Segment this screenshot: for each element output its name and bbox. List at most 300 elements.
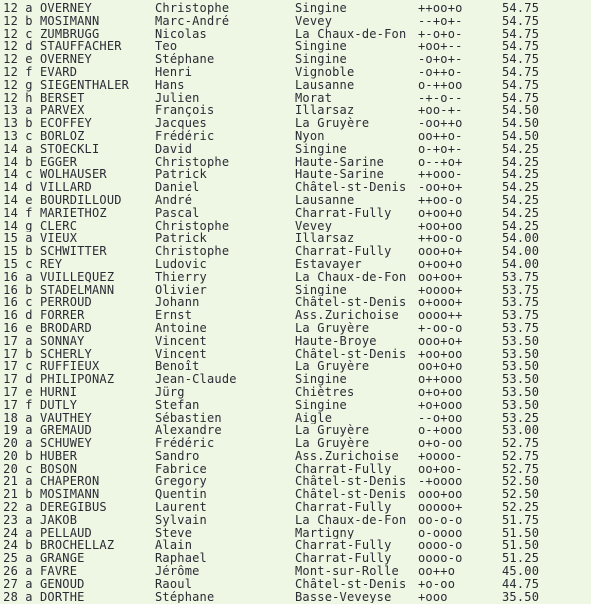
first-name: Alain bbox=[155, 539, 193, 553]
score: 53.75 bbox=[502, 270, 540, 284]
table-row bbox=[0, 168, 591, 181]
first-name: Ludovic bbox=[155, 257, 207, 271]
rank: 13 bbox=[3, 129, 18, 143]
shot-marks: +-oo-o bbox=[418, 321, 463, 335]
shot-marks: ooo+o+ bbox=[418, 334, 463, 348]
first-name: Pascal bbox=[155, 206, 200, 220]
first-name: Vincent bbox=[155, 334, 207, 348]
group-letter: a bbox=[25, 424, 33, 438]
club: Chiètres bbox=[295, 385, 355, 399]
table-row bbox=[0, 475, 591, 488]
shot-marks: +oo-+- bbox=[418, 104, 463, 118]
first-name: Sylvain bbox=[155, 513, 207, 527]
club: Morat bbox=[295, 91, 333, 105]
first-name: Christophe bbox=[155, 2, 230, 15]
score: 44.75 bbox=[502, 577, 540, 591]
last-name: RUFFIEUX bbox=[40, 360, 100, 374]
club: Charrat-Fully bbox=[295, 462, 392, 476]
rank: 23 bbox=[3, 513, 18, 527]
club: Singine bbox=[295, 398, 347, 412]
first-name: Johann bbox=[155, 296, 200, 310]
last-name: PARVEX bbox=[40, 104, 85, 118]
last-name: SCHERLY bbox=[40, 347, 92, 361]
last-name: CLERC bbox=[40, 219, 78, 233]
shot-marks: oo++o bbox=[418, 565, 456, 578]
group-letter: a bbox=[25, 565, 33, 578]
last-name: BERSET bbox=[40, 91, 85, 105]
last-name: GREMAUD bbox=[40, 424, 92, 438]
club: Châtel-st-Denis bbox=[295, 181, 407, 194]
first-name: Jacques bbox=[155, 117, 207, 130]
club: Vignoble bbox=[295, 65, 355, 79]
rank: 14 bbox=[3, 193, 18, 207]
rank: 16 bbox=[3, 283, 18, 297]
shot-marks: +o-oo bbox=[418, 577, 456, 591]
last-name: HUBER bbox=[40, 449, 78, 463]
shot-marks: --o+oo bbox=[418, 411, 463, 425]
first-name: Christophe bbox=[155, 219, 230, 233]
club: Châtel-st-Denis bbox=[295, 577, 407, 591]
table-row bbox=[0, 92, 591, 105]
rank: 20 bbox=[3, 437, 18, 450]
club: Singine bbox=[295, 53, 347, 66]
rank: 14 bbox=[3, 168, 18, 182]
last-name: BORLOZ bbox=[40, 129, 85, 143]
score: 54.50 bbox=[502, 129, 540, 143]
first-name: Quentin bbox=[155, 488, 207, 502]
club: Singine bbox=[295, 142, 347, 156]
table-row bbox=[0, 322, 591, 335]
rank: 24 bbox=[3, 539, 18, 553]
score: 54.75 bbox=[502, 2, 540, 15]
score: 52.50 bbox=[502, 475, 540, 489]
score: 54.75 bbox=[502, 27, 540, 41]
score: 54.00 bbox=[502, 232, 540, 246]
rank: 17 bbox=[3, 347, 18, 361]
last-name: SONNAY bbox=[40, 334, 85, 348]
score: 54.75 bbox=[502, 14, 540, 28]
club: Haute-Broye bbox=[295, 334, 377, 348]
score: 54.25 bbox=[502, 193, 540, 207]
club: Vevey bbox=[295, 14, 333, 28]
first-name: Sandro bbox=[155, 449, 200, 463]
score: 54.50 bbox=[502, 117, 540, 130]
last-name: MOSIMANN bbox=[40, 488, 100, 502]
last-name: PHILIPONAZ bbox=[40, 373, 115, 386]
first-name: David bbox=[155, 142, 193, 156]
rank: 26 bbox=[3, 565, 18, 578]
club: Estavayer bbox=[295, 257, 362, 271]
last-name: STOECKLI bbox=[40, 142, 100, 156]
rank: 25 bbox=[3, 552, 18, 566]
shot-marks: -o+o+- bbox=[418, 53, 463, 66]
group-letter: g bbox=[25, 78, 33, 92]
first-name: Stéphane bbox=[155, 590, 215, 604]
table-row bbox=[0, 348, 591, 361]
club: La Gruyère bbox=[295, 360, 370, 374]
rank: 17 bbox=[3, 398, 18, 412]
group-letter: f bbox=[25, 206, 33, 220]
table-row bbox=[0, 565, 591, 578]
club: Nyon bbox=[295, 129, 325, 143]
shot-marks: oooo++ bbox=[418, 309, 463, 322]
shot-marks: -oo+o+ bbox=[418, 181, 463, 194]
shot-marks: +oo+oo bbox=[418, 219, 463, 233]
group-letter: c bbox=[25, 360, 33, 374]
table-row bbox=[0, 117, 591, 130]
table-row bbox=[0, 258, 591, 271]
first-name: Christophe bbox=[155, 245, 230, 258]
shot-marks: o+oo+o bbox=[418, 206, 463, 220]
last-name: SCHWITTER bbox=[40, 245, 107, 258]
table-row bbox=[0, 156, 591, 169]
shot-marks: --+o+- bbox=[418, 14, 463, 28]
first-name: Raphael bbox=[155, 552, 207, 566]
score: 51.50 bbox=[502, 526, 540, 540]
group-letter: b bbox=[25, 449, 33, 463]
group-letter: f bbox=[25, 65, 33, 79]
table-row bbox=[0, 2, 591, 15]
first-name: Antoine bbox=[155, 321, 207, 335]
first-name: Stéphane bbox=[155, 53, 215, 66]
rank: 12 bbox=[3, 14, 18, 28]
table-row bbox=[0, 207, 591, 220]
group-letter: d bbox=[25, 40, 33, 54]
group-letter: c bbox=[25, 129, 33, 143]
score: 54.25 bbox=[502, 142, 540, 156]
club: Basse-Veveyse bbox=[295, 590, 392, 604]
group-letter: e bbox=[25, 385, 33, 399]
table-row bbox=[0, 245, 591, 258]
first-name: Hans bbox=[155, 78, 185, 92]
score: 35.50 bbox=[502, 590, 540, 604]
first-name: Frédéric bbox=[155, 129, 215, 143]
rank: 15 bbox=[3, 257, 18, 271]
shot-marks: -+oooo bbox=[418, 475, 463, 489]
shot-marks: +-o+o- bbox=[418, 27, 463, 41]
score: 54.25 bbox=[502, 181, 540, 194]
first-name: Jean-Claude bbox=[155, 373, 237, 386]
score: 53.75 bbox=[502, 321, 540, 335]
table-row bbox=[0, 552, 591, 565]
score: 53.50 bbox=[502, 347, 540, 361]
group-letter: g bbox=[25, 219, 33, 233]
score: 52.25 bbox=[502, 501, 540, 514]
group-letter: b bbox=[25, 488, 33, 502]
last-name: JAKOB bbox=[40, 513, 78, 527]
table-row bbox=[0, 194, 591, 207]
club: Illarsaz bbox=[295, 232, 355, 246]
last-name: PELLAUD bbox=[40, 526, 92, 540]
score: 45.00 bbox=[502, 565, 540, 578]
score: 53.50 bbox=[502, 360, 540, 374]
score: 54.25 bbox=[502, 155, 540, 169]
table-row bbox=[0, 284, 591, 297]
first-name: Christophe bbox=[155, 155, 230, 169]
first-name: Jürg bbox=[155, 385, 185, 399]
rank: 14 bbox=[3, 181, 18, 194]
first-name: Stefan bbox=[155, 398, 200, 412]
club: Charrat-Fully bbox=[295, 501, 392, 514]
table-row bbox=[0, 463, 591, 476]
shot-marks: oo+oo+ bbox=[418, 270, 463, 284]
group-letter: a bbox=[25, 334, 33, 348]
group-letter: a bbox=[25, 501, 33, 514]
group-letter: b bbox=[25, 283, 33, 297]
first-name: Julien bbox=[155, 91, 200, 105]
first-name: Teo bbox=[155, 40, 178, 54]
group-letter: a bbox=[25, 577, 33, 591]
first-name: François bbox=[155, 104, 215, 118]
score: 54.25 bbox=[502, 168, 540, 182]
table-row bbox=[0, 181, 591, 194]
group-letter: a bbox=[25, 232, 33, 246]
shot-marks: ooooo+ bbox=[418, 501, 463, 514]
shot-marks: o-++oo bbox=[418, 78, 463, 92]
shot-marks: oooo-o bbox=[418, 539, 463, 553]
table-row bbox=[0, 591, 591, 604]
club: Mont-sur-Rolle bbox=[295, 565, 399, 578]
score: 52.75 bbox=[502, 437, 540, 450]
rank: 13 bbox=[3, 117, 18, 130]
last-name: OVERNEY bbox=[40, 53, 92, 66]
table-row bbox=[0, 40, 591, 53]
first-name: Vincent bbox=[155, 347, 207, 361]
rank: 14 bbox=[3, 142, 18, 156]
group-letter: b bbox=[25, 14, 33, 28]
score: 54.25 bbox=[502, 219, 540, 233]
first-name: Sébastien bbox=[155, 411, 222, 425]
club: Illarsaz bbox=[295, 104, 355, 118]
score: 54.00 bbox=[502, 257, 540, 271]
table-row bbox=[0, 271, 591, 284]
last-name: BROCHELLAZ bbox=[40, 539, 115, 553]
club: Ass.Zurichoise bbox=[295, 309, 399, 322]
shot-marks: -oo++o bbox=[418, 117, 463, 130]
table-row bbox=[0, 539, 591, 552]
group-letter: b bbox=[25, 347, 33, 361]
group-letter: c bbox=[25, 168, 33, 182]
table-row bbox=[0, 360, 591, 373]
group-letter: h bbox=[25, 91, 33, 105]
rank: 16 bbox=[3, 296, 18, 310]
rank: 17 bbox=[3, 373, 18, 386]
group-letter: a bbox=[25, 513, 33, 527]
shot-marks: -o++o- bbox=[418, 65, 463, 79]
last-name: FAVRE bbox=[40, 565, 78, 578]
club: Charrat-Fully bbox=[295, 539, 392, 553]
shot-marks: +oooo+ bbox=[418, 283, 463, 297]
group-letter: a bbox=[25, 270, 33, 284]
table-row bbox=[0, 424, 591, 437]
group-letter: b bbox=[25, 117, 33, 130]
club: Martigny bbox=[295, 526, 355, 540]
last-name: VIEUX bbox=[40, 232, 78, 246]
first-name: Daniel bbox=[155, 181, 200, 194]
rank: 12 bbox=[3, 2, 18, 15]
group-letter: a bbox=[25, 526, 33, 540]
last-name: WOLHAUSER bbox=[40, 168, 107, 182]
group-letter: a bbox=[25, 552, 33, 566]
club: Châtel-st-Denis bbox=[295, 296, 407, 310]
last-name: SIEGENTHALER bbox=[40, 78, 130, 92]
first-name: Gregory bbox=[155, 475, 207, 489]
first-name: Patrick bbox=[155, 168, 207, 182]
shot-marks: o+o+oo bbox=[418, 385, 463, 399]
rank: 21 bbox=[3, 475, 18, 489]
club: La Chaux-de-Fon bbox=[295, 27, 407, 41]
shot-marks: oo+oo- bbox=[418, 462, 463, 476]
score: 54.75 bbox=[502, 78, 540, 92]
last-name: SCHUWEY bbox=[40, 437, 92, 450]
club: La Gruyère bbox=[295, 437, 370, 450]
shot-marks: o--+o+ bbox=[418, 155, 463, 169]
rank: 12 bbox=[3, 27, 18, 41]
group-letter: e bbox=[25, 193, 33, 207]
score: 54.75 bbox=[502, 91, 540, 105]
club: Charrat-Fully bbox=[295, 552, 392, 566]
club: Aigle bbox=[295, 411, 333, 425]
group-letter: a bbox=[25, 437, 33, 450]
last-name: STAUFFACHER bbox=[40, 40, 122, 54]
rank: 19 bbox=[3, 424, 18, 438]
club: La Gruyère bbox=[295, 117, 370, 130]
table-row bbox=[0, 79, 591, 92]
club: La Chaux-de-Fon bbox=[295, 270, 407, 284]
table-row bbox=[0, 386, 591, 399]
table-row bbox=[0, 104, 591, 117]
club: Lausanne bbox=[295, 193, 355, 207]
rank: 14 bbox=[3, 206, 18, 220]
score: 54.75 bbox=[502, 53, 540, 66]
last-name: MOSIMANN bbox=[40, 14, 100, 28]
score: 54.75 bbox=[502, 65, 540, 79]
club: Châtel-st-Denis bbox=[295, 475, 407, 489]
shot-marks: o+ooo+ bbox=[418, 296, 463, 310]
table-row bbox=[0, 232, 591, 245]
shot-marks: oo+o+o bbox=[418, 360, 463, 374]
table-row bbox=[0, 373, 591, 386]
shot-marks: o++ooo bbox=[418, 373, 463, 386]
group-letter: c bbox=[25, 296, 33, 310]
first-name: Jérôme bbox=[155, 565, 200, 578]
table-row bbox=[0, 143, 591, 156]
table-row bbox=[0, 488, 591, 501]
rank: 16 bbox=[3, 309, 18, 322]
rank: 21 bbox=[3, 488, 18, 502]
rank: 27 bbox=[3, 577, 18, 591]
rank: 17 bbox=[3, 360, 18, 374]
table-row bbox=[0, 309, 591, 322]
shot-marks: ooo+oo bbox=[418, 488, 463, 502]
last-name: DORTHE bbox=[40, 590, 85, 604]
last-name: ECOFFEY bbox=[40, 117, 92, 130]
results-table bbox=[0, 2, 591, 603]
first-name: Nicolas bbox=[155, 27, 207, 41]
last-name: VILLARD bbox=[40, 181, 92, 194]
table-row bbox=[0, 296, 591, 309]
group-letter: c bbox=[25, 27, 33, 41]
club: Charrat-Fully bbox=[295, 245, 392, 258]
first-name: Thierry bbox=[155, 270, 207, 284]
shot-marks: +o+ooo bbox=[418, 398, 463, 412]
table-row bbox=[0, 514, 591, 527]
group-letter: b bbox=[25, 155, 33, 169]
rank: 22 bbox=[3, 501, 18, 514]
first-name: Marc-André bbox=[155, 14, 230, 28]
club: Lausanne bbox=[295, 78, 355, 92]
last-name: EGGER bbox=[40, 155, 78, 169]
first-name: Raoul bbox=[155, 577, 193, 591]
rank: 18 bbox=[3, 411, 18, 425]
results-body bbox=[0, 2, 591, 603]
rank: 28 bbox=[3, 590, 18, 604]
last-name: VUILLEQUEZ bbox=[40, 270, 115, 284]
table-row bbox=[0, 28, 591, 41]
last-name: REY bbox=[40, 257, 63, 271]
group-letter: a bbox=[25, 590, 33, 604]
club: Ass.Zurichoise bbox=[295, 449, 399, 463]
last-name: STADELMANN bbox=[40, 283, 115, 297]
last-name: EVARD bbox=[40, 65, 78, 79]
first-name: Steve bbox=[155, 526, 193, 540]
rank: 15 bbox=[3, 232, 18, 246]
table-row bbox=[0, 15, 591, 28]
last-name: BOSON bbox=[40, 462, 78, 476]
shot-marks: +oo+-- bbox=[418, 40, 463, 54]
first-name: Laurent bbox=[155, 501, 207, 514]
group-letter: b bbox=[25, 539, 33, 553]
shot-marks: ++oo+o bbox=[418, 2, 463, 15]
rank: 24 bbox=[3, 526, 18, 540]
last-name: GENOUD bbox=[40, 577, 85, 591]
club: Haute-Sarine bbox=[295, 168, 385, 182]
group-letter: f bbox=[25, 398, 33, 412]
rank: 17 bbox=[3, 385, 18, 399]
score: 52.75 bbox=[502, 449, 540, 463]
group-letter: a bbox=[25, 104, 33, 118]
shot-marks: oo++o- bbox=[418, 129, 463, 143]
score: 54.25 bbox=[502, 206, 540, 220]
shot-marks: ++oo-o bbox=[418, 193, 463, 207]
first-name: Fabrice bbox=[155, 462, 207, 476]
table-row bbox=[0, 130, 591, 143]
club: Singine bbox=[295, 373, 347, 386]
last-name: PERROUD bbox=[40, 296, 92, 310]
last-name: FORRER bbox=[40, 309, 85, 322]
last-name: ZUMBRUGG bbox=[40, 27, 100, 41]
club: Châtel-st-Denis bbox=[295, 347, 407, 361]
group-letter: a bbox=[25, 411, 33, 425]
shot-marks: -+-o-- bbox=[418, 91, 463, 105]
group-letter: c bbox=[25, 462, 33, 476]
score: 53.75 bbox=[502, 296, 540, 310]
shot-marks: oooo-o bbox=[418, 552, 463, 566]
rank: 14 bbox=[3, 219, 18, 233]
last-name: MARIETHOZ bbox=[40, 206, 107, 220]
table-row bbox=[0, 501, 591, 514]
rank: 14 bbox=[3, 155, 18, 169]
shot-marks: o-+ooo bbox=[418, 424, 463, 438]
table-row bbox=[0, 578, 591, 591]
rank: 16 bbox=[3, 270, 18, 284]
first-name: Patrick bbox=[155, 232, 207, 246]
group-letter: d bbox=[25, 373, 33, 386]
table-row bbox=[0, 450, 591, 463]
shot-marks: o+oo+o bbox=[418, 257, 463, 271]
score: 51.50 bbox=[502, 539, 540, 553]
rank: 12 bbox=[3, 40, 18, 54]
